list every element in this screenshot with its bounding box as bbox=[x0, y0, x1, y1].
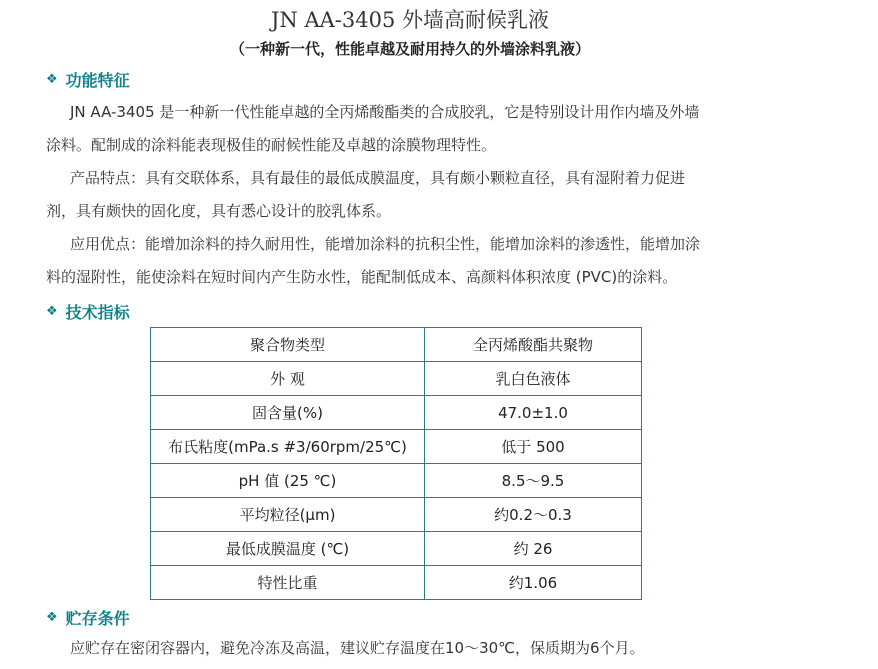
table-row bbox=[151, 362, 642, 396]
spec-label: 固含量(%) bbox=[151, 396, 425, 430]
spec-label: 布氏粘度(mPa.s #3/60rpm/25℃) bbox=[151, 430, 425, 464]
page-subtitle: （一种新一代，性能卓越及耐用持久的外墙涂料乳液） bbox=[229, 40, 590, 58]
paragraph-application-benefits bbox=[46, 228, 758, 294]
table-row bbox=[151, 430, 642, 464]
spec-value: 乳白色液体 bbox=[425, 362, 642, 396]
diamond-bullet-icon: ❖ bbox=[46, 610, 58, 625]
spec-label: 特性比重 bbox=[151, 566, 425, 600]
spec-value: 约 26 bbox=[425, 532, 642, 566]
section-heading-features bbox=[46, 68, 130, 91]
spec-table bbox=[150, 327, 642, 600]
section-heading-storage bbox=[46, 606, 130, 629]
spec-label: 最低成膜温度 (℃) bbox=[151, 532, 425, 566]
section-heading-label: 功能特征 bbox=[65, 71, 130, 90]
spec-value: 全丙烯酸酯共聚物 bbox=[425, 328, 642, 362]
spec-value: 约0.2～0.3 bbox=[425, 498, 642, 532]
section-heading-specs bbox=[46, 300, 130, 323]
paragraph-line: 产品特点：具有交联体系，具有最佳的最低成膜温度，具有颇小颗粒直径，具有湿附着力促进 bbox=[70, 169, 686, 187]
page-title: JN AA-3405 外墙高耐候乳液 bbox=[270, 8, 549, 32]
table-row bbox=[151, 532, 642, 566]
diamond-bullet-icon: ❖ bbox=[46, 72, 58, 87]
spec-label: 聚合物类型 bbox=[151, 328, 425, 362]
table-row bbox=[151, 498, 642, 532]
diamond-bullet-icon: ❖ bbox=[46, 304, 58, 319]
table-row bbox=[151, 396, 642, 430]
paragraph-line: 应贮存在密闭容器内，避免冷冻及高温，建议贮存温度在10～30℃，保质期为6个月。 bbox=[70, 639, 645, 657]
paragraph-intro bbox=[46, 96, 758, 162]
table-row bbox=[151, 566, 642, 600]
spec-value: 约1.06 bbox=[425, 566, 642, 600]
spec-label: pH 值 (25 ℃) bbox=[151, 464, 425, 498]
spec-value: 8.5～9.5 bbox=[425, 464, 642, 498]
paragraph-line: 剂，具有颇快的固化度，具有悉心设计的胶乳体系。 bbox=[46, 202, 392, 220]
spec-label: 外 观 bbox=[151, 362, 425, 396]
section-heading-label: 贮存条件 bbox=[65, 609, 130, 628]
paragraph-line: 涂料。配制成的涂料能表现极佳的耐候性能及卓越的涂膜物理特性。 bbox=[46, 136, 497, 154]
table-row bbox=[151, 464, 642, 498]
paragraph-line: 料的湿附性，能使涂料在短时间内产生防水性，能配制低成本、高颜料体积浓度 (PVC)的涂料。 bbox=[46, 268, 678, 286]
paragraph-product-features bbox=[46, 162, 758, 228]
spec-value: 低于 500 bbox=[425, 430, 642, 464]
table-row bbox=[151, 328, 642, 362]
paragraph-storage bbox=[46, 632, 758, 665]
paragraph-line: 应用优点：能增加涂料的持久耐用性，能增加涂料的抗积尘性，能增加涂料的渗透性，能增加涂 bbox=[70, 235, 701, 253]
section-heading-label: 技术指标 bbox=[65, 303, 130, 322]
spec-value: 47.0±1.0 bbox=[425, 396, 642, 430]
paragraph-line: JN AA-3405 是一种新一代性能卓越的全丙烯酸酯类的合成胶乳，它是特别设计用作内墙及外墙 bbox=[70, 103, 700, 121]
spec-label: 平均粒径(μm) bbox=[151, 498, 425, 532]
